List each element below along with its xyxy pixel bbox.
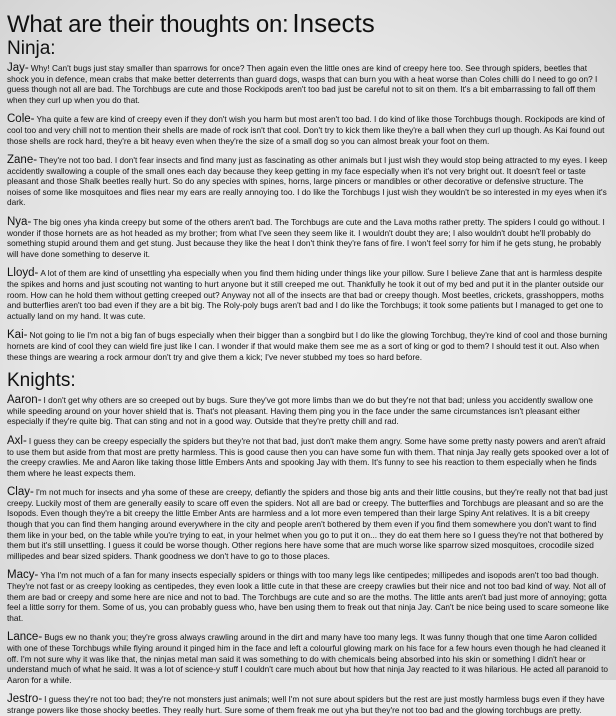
entry-zane <box>7 155 609 208</box>
section-knights <box>7 371 609 715</box>
entry-text: Yha quite a few are kind of creepy even if they don't wish you harm but most aren't too bad. I do kind of like those Torchbugs though. Rockipods are kind of cool too and very chill not to mention their shells are made of rock isn't that cool. Don't try to kick them like they're a ball when they curl up though. As Kai found out those shells are rock hard, they're a bit heavy even when they're the size of a small dog so you can almost break your foot on them. <box>7 114 605 146</box>
entry-cole <box>7 114 609 146</box>
entry-lance <box>7 632 609 685</box>
name-separator: - <box>37 394 42 407</box>
entry-clay <box>7 487 609 561</box>
entry-text: They're not too bad. I don't fear insects and find many just as fascinating as other animals but I just wish they would stop being attracted to my eyes. I keep accidently swallowing a couple of the small ones each day because they keep getting in my face especially when it's not very bright out. It doesn't feel or taste pleasant and those Shalk beetles really hurt. So do any species with spines, horns, large pincers or mandibles or other decorative or defensive structure. The noises of some like mosquitoes and flies near my ears are really annoying too. I do like the Torchbugs I just wish they wouldn't be so interested in my eyes when it's dark. <box>7 155 608 208</box>
entry-name: Jay <box>7 61 25 74</box>
entry-text: Not going to lie I'm not a big fan of bugs especially when their bigger than a songbird but I do like the glowing Torchbug, they're kind of cool and those burning hornets are kind of cool they can wield fire just like I can. I wonder if that would make them see me as a sort of king or god to them? I should test it out. Also when these things are wearing a rock armour don't try and give them a kick; I've never stubbed my toes so hard before. <box>7 330 608 362</box>
entry-jestro <box>7 694 609 715</box>
name-separator: - <box>30 113 35 126</box>
entry-text: Why! Can't bugs just stay smaller than sparrows for once? Then again even the little ones are kind of creepy here too. See through spiders, beetles that shock you in defence, mean crabs that make better deterrents than guard dogs, wasps that can burn you with a heat worse than Coles chilli do I need to go on? I guess though not all are bad. The Torchbugs are cute and those Rockipods aren't too bad just be careful not to sit on them. It's a bit embarrassing to fall off them when they curl up when you do that. <box>7 62 598 105</box>
name-separator: - <box>33 154 38 167</box>
title-topic: Insects <box>292 8 375 38</box>
name-separator: - <box>23 329 28 342</box>
entry-kai <box>7 330 609 362</box>
section-heading-knights: Knights: <box>7 370 76 392</box>
name-separator: - <box>34 569 39 582</box>
entry-name: Jestro <box>7 693 39 706</box>
entry-text: I'm not much for insects and yha some of these are creepy, defiantly the spiders and those big ants and their little cousins, but they're really not that bad just creepy. Luckily most of them are generally easily to scare off even the spiders. Not all are bad or creepy. The butterflies and Torchbugs are pleasant and so are the Isopods. Even though they're a bit creepy the little Ember Ants are harmless and a lot more even tempered than their large Spiny Ant relatives. It is a bit creepy though that you can find them hanging around everywhere in the city and people aren't bothered by them even if you find them somewhere you don't want to find them like in your bed, on the table while you're trying to eat, in your helmet when you go to put it on... they do eat them here so I guess they're not that bothered by them but it's still unsettling. I guess it could be worse though. Other regions here have some that are much worse like sparrow sized mosquitoes, crocodile sized millipedes and bear sized spiders. Thank goodness we don't have to go to those places. <box>7 487 608 561</box>
title-prefix: What are their thoughts on: <box>7 11 289 38</box>
entry-axl <box>7 436 609 478</box>
entry-name: Aaron <box>7 394 38 407</box>
name-separator: - <box>38 693 43 706</box>
entry-aaron <box>7 395 609 427</box>
entry-text: I guess they can be creepy especially the spiders but they're not that bad, just don't make them angry. Some have some pretty nasty powers and aren't afraid to use them but aside from that most are pretty harmless. This is good cause then you can have some fun with them. That ninja Jay really gets spooked over a lot of the creepy crawlies. Me and Aaron like taking those little Embers Ants and spooking Jay with them. It's funny to see his reaction to them especially when he finds them where he least expects them. <box>7 435 609 478</box>
name-separator: - <box>27 216 32 229</box>
entry-name: Zane <box>7 154 34 167</box>
entry-name: Kai <box>7 329 24 342</box>
section-ninja <box>7 39 609 362</box>
entry-lloyd <box>7 268 609 321</box>
entry-name: Nya <box>7 216 28 229</box>
name-separator: - <box>22 434 27 447</box>
entry-name: Lance <box>7 631 39 644</box>
entry-name: Clay <box>7 486 31 499</box>
name-separator: - <box>38 631 43 644</box>
entry-name: Macy <box>7 569 35 582</box>
name-separator: - <box>34 267 39 280</box>
entry-text: A lot of them are kind of unsettling yha especially when you find them hiding under things like your pillow. Sure I believe Zane that ant is harmless despite the spikes and horns and just scouting not wanting to hurt anyone but it still creeped me out. Thankfully he took it out of my bed and put it in the planter outside our room. How can he hold them without getting creeped out? Anyway not all of the insects are that bad or creepy though. Most beetles, crickets, grasshoppers, moths and butterflies aren't too bad even if they are a bit big. The Roly-poly bugs aren't bad and I do like the Torchbugs; it took some patients but I managed to get one to actually land on my hand. It was cute. <box>7 268 604 321</box>
entry-text: I guess they're not too bad; they're not monsters just animals; well I'm not sure about spiders but the rest are just mostly harmless bugs even if they have strange powers like those shocky beetles. They really hurt. Sure some of them freak me out yha but they're not too bad and the glowing torchbugs are pretty. <box>7 694 605 715</box>
entry-name: Cole <box>7 113 31 126</box>
entry-name: Axl <box>7 434 23 447</box>
name-separator: - <box>24 61 29 74</box>
entry-text: Bugs ew no thank you; they're gross always crawling around in the dirt and many have too many legs. It was funny though that one time Aaron collided with one of these Torchbugs while flying around it pinged him in the face and left a colourful glowing mark on his face for a few hours even though he had cleaned it off. I'm not sure why it was like that, the ninjas metal man said it was something to do with chemicals being absorbed into his skin or something I didn't hear or understand much of what he said. It was a lot of science-y stuff I couldn't care much about but how that ninja Jay reacted to it was hilarious. He acted all paranoid to Aaron for a while. <box>7 632 608 685</box>
entry-nya <box>7 217 609 259</box>
entry-macy <box>7 570 609 623</box>
entry-text: I don't get why others are so creeped out by bugs. Sure they've got more limbs than we do but they're not that bad; unless you accidently swallow one while speeding around on your hover shield that is. That's not pleasant. Having them ping you in the face under the same circumstances isn't pleasant either especially if they're quite big. That can sting and not in a good way. Outside that they're pretty chill and rad. <box>7 395 593 427</box>
page-title <box>7 10 609 37</box>
entry-name: Lloyd <box>7 267 35 280</box>
entry-jay <box>7 63 609 105</box>
section-heading-ninja: Ninja: <box>7 38 56 59</box>
entry-text: Yha I'm not much of a fan for many insects especially spiders or things with too many legs like centipedes; millipedes and isopods aren't too bad though. They're not fast or as creepy looking as centipedes, they even look a little cute in that these are creepy crawlies but their nice and not too bad kind of way. Not all of them are bad or creepy and some here are nice and not to bad. The Torchbugs are cute and so are the moths. The little ants aren't bad just more of annoying; gotta feel a little sorry for them. Some of us, you can probably guess who, have ben using them to freak out that ninja Jay. Can't be nice being used to scare someone like that. <box>7 570 609 623</box>
entry-text: The big ones yha kinda creepy but some of the others aren't bad. The Torchbugs are cute and the Lava moths rather pretty. The spiders I could go without. I wonder if those hornets are as hot headed as my brother; from what I've seen they seem like it. I wouldn't doubt they are; I also wouldn't doubt he'll probably do something stupid around them and get stung. Just because they like the heat I don't think they're fans of fire. I won't feel sorry for him if he gets stung, he probably will have done something to deserve it. <box>7 217 605 259</box>
name-separator: - <box>30 486 34 499</box>
